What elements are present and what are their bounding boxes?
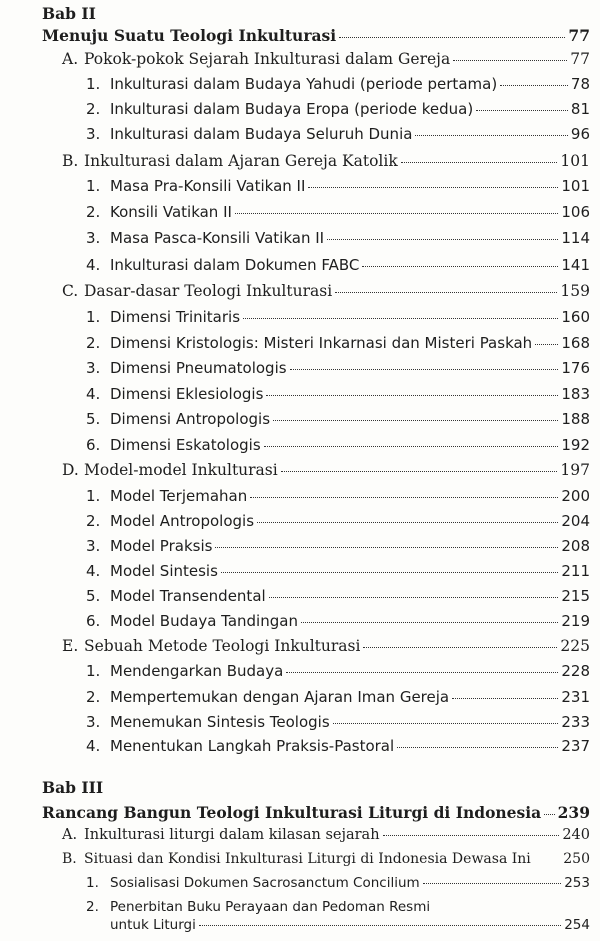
- entry-number: 2.: [86, 512, 101, 530]
- toc-entry[interactable]: [86, 100, 590, 124]
- entry-title: Model-model Inkulturasi: [84, 461, 278, 479]
- toc-entry[interactable]: [86, 917, 590, 941]
- entry-title: Model Budaya Tandingan: [110, 612, 298, 630]
- page-number: 225: [560, 637, 590, 655]
- entry-title: Konsili Vatikan II: [110, 203, 232, 221]
- dot-leader: [362, 266, 558, 267]
- entry-title: Inkulturasi dalam Dokumen FABC: [110, 256, 360, 274]
- entry-number: 3.: [86, 537, 101, 555]
- dot-leader: [383, 835, 560, 836]
- toc-entry[interactable]: [86, 334, 590, 358]
- entry-number: 2.: [86, 203, 101, 221]
- entry-number: B.: [62, 152, 79, 170]
- dot-leader: [452, 698, 558, 699]
- page-number: 253: [564, 875, 590, 891]
- entry-title: Mempertemukan dengan Ajaran Iman Gereja: [110, 688, 450, 706]
- entry-number: 4.: [86, 385, 101, 403]
- page-number: 239: [557, 803, 590, 822]
- toc-entry[interactable]: [86, 713, 590, 737]
- dot-leader: [327, 239, 558, 240]
- entry-number: B.: [62, 851, 77, 867]
- entry-number: 4.: [86, 562, 101, 580]
- entry-number: 5.: [86, 587, 101, 605]
- entry-title: untuk Liturgi: [110, 917, 196, 933]
- toc-entry[interactable]: [86, 562, 590, 586]
- page-number: 204: [561, 512, 590, 530]
- entry-number: E.: [62, 637, 79, 655]
- page-number: 77: [568, 26, 590, 45]
- entry-title: Dimensi Kristologis: Misteri Inkarnasi dan Misteri Paskah: [110, 334, 533, 352]
- dot-leader: [363, 647, 557, 648]
- dot-leader: [500, 85, 568, 86]
- entry-title: Menentukan Langkah Praksis-Pastoral: [110, 737, 395, 755]
- entry-title: Dimensi Antropologis: [110, 410, 271, 428]
- dot-leader: [453, 60, 567, 61]
- entry-title: Mendengarkan Budaya: [110, 662, 284, 680]
- toc-entry[interactable]: [86, 737, 590, 761]
- entry-number: 1.: [86, 487, 101, 505]
- entry-number: 2.: [86, 899, 99, 915]
- dot-leader: [273, 420, 558, 421]
- entry-number: 1.: [86, 662, 101, 680]
- entry-title: Dasar-dasar Teologi Inkulturasi: [84, 282, 333, 300]
- dot-leader: [415, 135, 567, 136]
- entry-title: Inkulturasi dalam Budaya Yahudi (periode pertama): [110, 75, 498, 93]
- page-number: 188: [561, 410, 590, 428]
- dot-leader: [264, 446, 559, 447]
- toc-entry[interactable]: [86, 487, 590, 511]
- entry-number: 3.: [86, 125, 101, 143]
- toc-entry[interactable]: [86, 203, 590, 227]
- entry-number: 3.: [86, 713, 101, 731]
- entry-title: Menemukan Sintesis Teologis: [110, 713, 330, 731]
- chapter-title: Menuju Suatu Teologi Inkulturasi: [42, 26, 337, 45]
- toc-entry[interactable]: [86, 662, 590, 686]
- toc-entry[interactable]: [86, 875, 590, 899]
- toc-entry[interactable]: [62, 827, 590, 851]
- page-number: 183: [561, 385, 590, 403]
- toc-entry[interactable]: [62, 50, 590, 74]
- page-number: 215: [561, 587, 590, 605]
- toc-entry[interactable]: [62, 282, 590, 306]
- entry-title: Model Terjemahan: [110, 487, 248, 505]
- entry-title: Model Sintesis: [110, 562, 218, 580]
- entry-title: Model Praksis: [110, 537, 213, 555]
- page-number: 197: [560, 461, 590, 479]
- dot-leader: [335, 292, 557, 293]
- toc-entry[interactable]: [86, 688, 590, 712]
- dot-leader: [476, 110, 568, 111]
- page-number: 160: [561, 308, 590, 326]
- chapter-title-row[interactable]: [42, 26, 590, 50]
- entry-title: Dimensi Pneumatologis: [110, 359, 287, 377]
- entry-title: Model Transendental: [110, 587, 266, 605]
- page-number: 192: [561, 436, 590, 454]
- entry-title: Model Antropologis: [110, 512, 255, 530]
- chapter-label: Bab III: [42, 778, 104, 797]
- toc-entry[interactable]: [86, 587, 590, 611]
- entry-number: 2.: [86, 688, 101, 706]
- toc-entry[interactable]: [86, 612, 590, 636]
- toc-entry[interactable]: [86, 436, 590, 460]
- toc-entry[interactable]: [62, 461, 590, 485]
- dot-leader: [199, 925, 561, 926]
- page-number: 101: [561, 177, 590, 195]
- page-number: 200: [561, 487, 590, 505]
- page-number: 237: [561, 737, 590, 755]
- chapter-title: Rancang Bangun Teologi Inkulturasi Liturgi di Indonesia: [42, 803, 542, 822]
- page-number: 233: [561, 713, 590, 731]
- page-number: 77: [570, 50, 590, 68]
- entry-number: 1.: [86, 177, 101, 195]
- page-number: 78: [570, 75, 590, 93]
- dot-leader: [266, 395, 558, 396]
- toc-entry[interactable]: [86, 385, 590, 409]
- toc-entry[interactable]: [86, 256, 590, 280]
- toc-entry[interactable]: [62, 637, 590, 661]
- entry-number: 3.: [86, 359, 101, 377]
- page-number: 141: [561, 256, 590, 274]
- page-number: 228: [561, 662, 590, 680]
- entry-number: C.: [62, 282, 79, 300]
- entry-number: D.: [62, 461, 79, 479]
- dot-leader: [221, 572, 558, 573]
- page-number: 106: [561, 203, 590, 221]
- page-number: 176: [561, 359, 590, 377]
- toc-entry[interactable]: [62, 152, 590, 176]
- page-number: 219: [561, 612, 590, 630]
- entry-title: Dimensi Eskatologis: [110, 436, 261, 454]
- chapter-title-row[interactable]: [42, 803, 590, 827]
- dot-leader: [215, 547, 558, 548]
- toc-entry[interactable]: [86, 512, 590, 536]
- entry-number: 4.: [86, 737, 101, 755]
- toc-entry[interactable]: [86, 410, 590, 434]
- entry-title: Masa Pra-Konsili Vatikan II: [110, 177, 306, 195]
- dot-leader: [423, 883, 562, 884]
- entry-title: Penerbitan Buku Perayaan dan Pedoman Resmi: [110, 899, 431, 915]
- entry-title: Situasi dan Kondisi Inkulturasi Liturgi di Indonesia Dewasa Ini: [84, 851, 531, 867]
- entry-number: 6.: [86, 612, 101, 630]
- entry-title: Sosialisasi Dokumen Sacrosanctum Concilium: [110, 875, 420, 891]
- dot-leader: [397, 747, 558, 748]
- entry-title: Inkulturasi liturgi dalam kilasan sejarah: [84, 827, 380, 843]
- page-number: 159: [560, 282, 590, 300]
- entry-number: A.: [62, 827, 78, 843]
- toc-entry[interactable]: [86, 537, 590, 561]
- toc-entry[interactable]: [86, 75, 590, 99]
- entry-title: Pokok-pokok Sejarah Inkulturasi dalam Gereja: [84, 50, 451, 68]
- toc-entry[interactable]: [86, 177, 590, 201]
- entry-number: A.: [62, 50, 79, 68]
- page-number: 254: [564, 917, 590, 933]
- toc-entry[interactable]: [86, 229, 590, 253]
- toc-entry[interactable]: [86, 308, 590, 332]
- entry-number: 2.: [86, 334, 101, 352]
- entry-number: 1.: [86, 308, 101, 326]
- entry-number: 3.: [86, 229, 101, 247]
- page-number: 96: [570, 125, 590, 143]
- page-number: 114: [561, 229, 590, 247]
- dot-leader: [308, 187, 558, 188]
- entry-title: Sebuah Metode Teologi Inkulturasi: [84, 637, 361, 655]
- page-number: 208: [561, 537, 590, 555]
- page-number: 250: [563, 851, 590, 867]
- dot-leader: [290, 369, 559, 370]
- dot-leader: [535, 344, 558, 345]
- page-number: 211: [561, 562, 590, 580]
- entry-title: Dimensi Trinitaris: [110, 308, 241, 326]
- dot-leader: [401, 162, 558, 163]
- dot-leader: [544, 814, 554, 815]
- dot-leader: [269, 597, 559, 598]
- dot-leader: [339, 37, 565, 38]
- dot-leader: [286, 672, 558, 673]
- page-number: 231: [561, 688, 590, 706]
- page-number: 240: [562, 827, 590, 843]
- entry-number: 1.: [86, 875, 99, 891]
- dot-leader: [281, 471, 558, 472]
- entry-title: Inkulturasi dalam Budaya Seluruh Dunia: [110, 125, 413, 143]
- dot-leader: [333, 723, 559, 724]
- toc-entry[interactable]: [62, 851, 590, 875]
- toc-entry[interactable]: [86, 125, 590, 149]
- page-number: 81: [570, 100, 590, 118]
- page-number: 168: [561, 334, 590, 352]
- dot-leader: [243, 318, 558, 319]
- toc-entry[interactable]: [86, 359, 590, 383]
- dot-leader: [301, 622, 558, 623]
- entry-title: Masa Pasca-Konsili Vatikan II: [110, 229, 325, 247]
- entry-title: Inkulturasi dalam Budaya Eropa (periode kedua): [110, 100, 474, 118]
- entry-number: 6.: [86, 436, 101, 454]
- entry-title: Inkulturasi dalam Ajaran Gereja Katolik: [84, 152, 398, 170]
- entry-title: Dimensi Eklesiologis: [110, 385, 264, 403]
- entry-number: 2.: [86, 100, 101, 118]
- chapter-label: Bab II: [42, 4, 96, 23]
- dot-leader: [257, 522, 558, 523]
- page-number: 101: [560, 152, 590, 170]
- dot-leader: [235, 213, 558, 214]
- entry-number: 4.: [86, 256, 101, 274]
- entry-number: 5.: [86, 410, 101, 428]
- dot-leader: [250, 497, 558, 498]
- entry-number: 1.: [86, 75, 101, 93]
